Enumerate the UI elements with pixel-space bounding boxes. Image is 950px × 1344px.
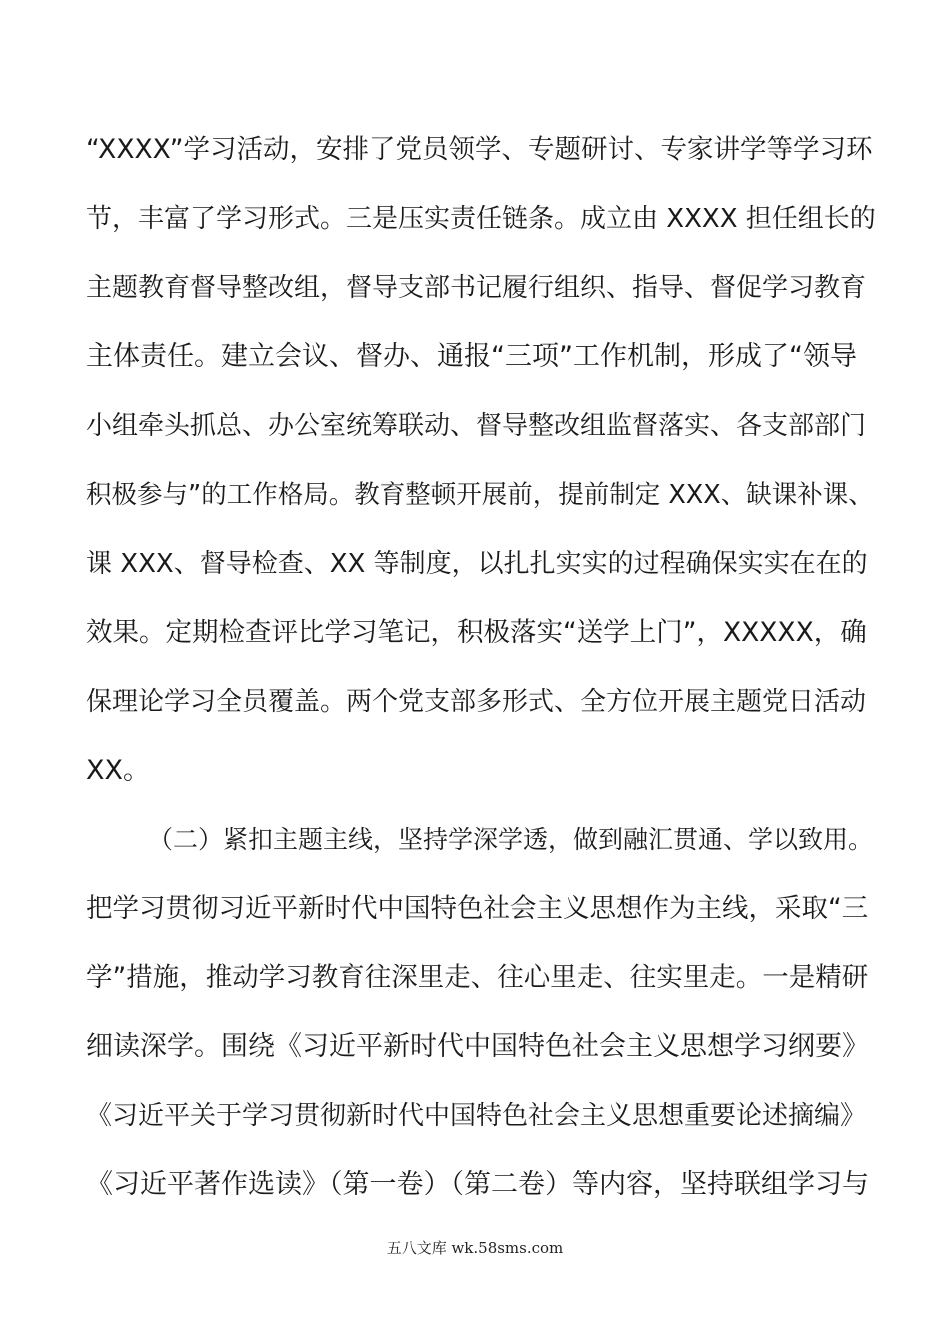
body-text-line: 小组牵头抓总、办公室统筹联动、督导整改组监督落实、各支部部门	[86, 411, 867, 441]
section-heading-line: （二）紧扣主题主线，坚持学深学透，做到融汇贯通、学以致用。	[148, 825, 874, 854]
body-text-line: 节，丰富了学习形式。三是压实责任链条。成立由 XXXX 担任组长的	[86, 204, 876, 234]
body-text-line: 主体责任。建立会议、督办、通报“三项”工作机制，形成了“领导	[86, 341, 857, 372]
body-text-line: XX。	[86, 755, 150, 786]
body-text-line: 效果。定期检查评比学习笔记，积极落实“送学上门”，XXXXX，确	[86, 617, 867, 648]
body-text-line: 《习近平著作选读》（第一卷）（第二卷）等内容，坚持联组学习与	[86, 1169, 869, 1200]
body-text-line: 保理论学习全员覆盖。两个党支部多形式、全方位开展主题党日活动	[86, 687, 867, 717]
footer-watermark: 五八文库 wk.58sms.com	[386, 1239, 564, 1257]
body-text-line: 《习近平关于学习贯彻新时代中国特色社会主义思想重要论述摘编》	[86, 1101, 867, 1131]
body-text-line: 细读深学。围绕《习近平新时代中国特色社会主义思想学习纲要》	[86, 1031, 869, 1062]
body-text-line: 把学习贯彻习近平新时代中国特色社会主义思想作为主线，采取“三	[86, 893, 869, 924]
body-text-line: 课 XXX、督导检查、XX 等制度，以扎扎实实的过程确保实实在在的	[86, 549, 868, 579]
body-text-line: 学”措施，推动学习教育往深里走、往心里走、往实里走。一是精研	[86, 962, 869, 993]
body-text-line: “XXXX”学习活动，安排了党员领学、专题研讨、专家讲学等学习环	[86, 134, 873, 165]
body-text-line: 主题教育督导整改组，督导支部书记履行组织、指导、督促学习教育	[86, 273, 867, 303]
body-text-line: 积极参与”的工作格局。教育整顿开展前，提前制定 XXX、缺课补课、	[86, 480, 874, 510]
